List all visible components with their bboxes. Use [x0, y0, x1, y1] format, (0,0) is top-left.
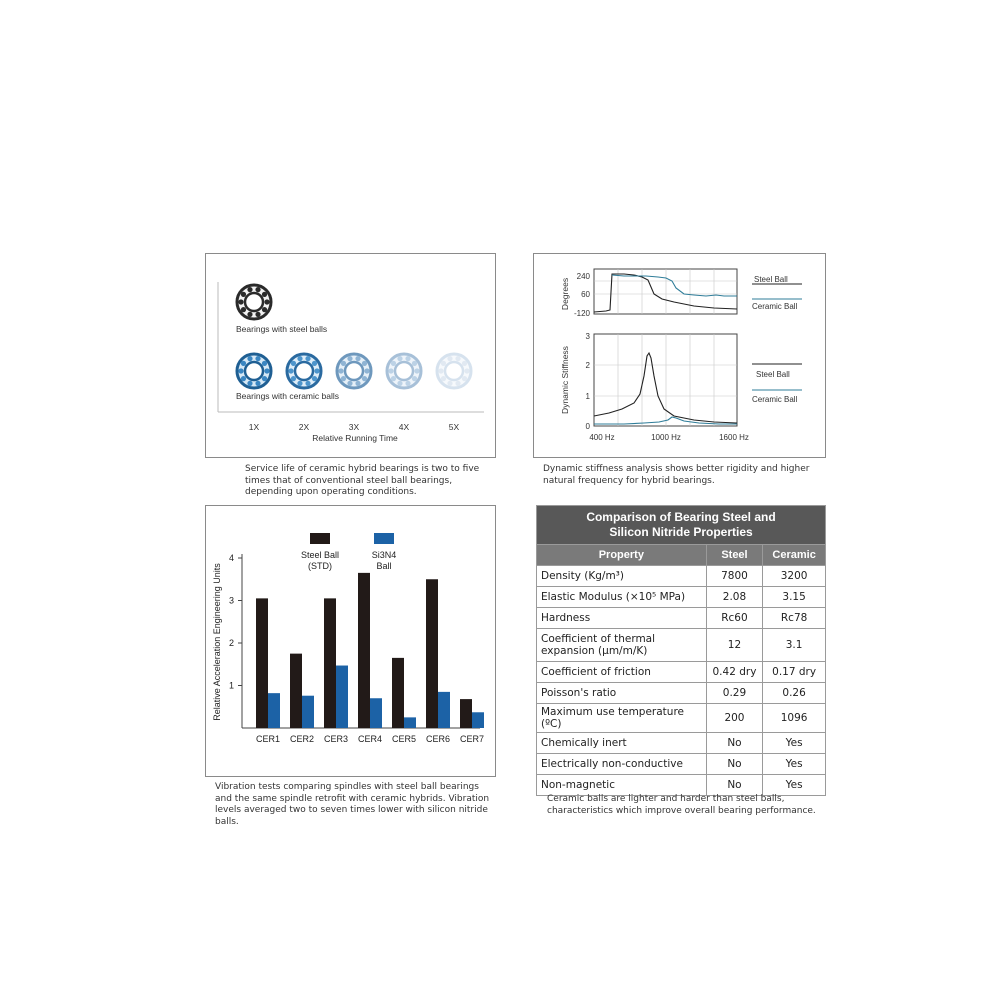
bottom-legend-ceramic: Ceramic Ball — [752, 395, 798, 404]
steel-bar-cer3 — [324, 598, 336, 728]
si3n4-bar-cer7 — [472, 712, 484, 728]
property-name: Chemically inert — [537, 733, 707, 754]
bottom-legend-steel: Steel Ball — [756, 370, 790, 379]
ceramic-bearing-icon — [287, 354, 321, 388]
steel-bar-cer7 — [460, 699, 472, 728]
table-row — [537, 733, 826, 754]
ceramic-value: 0.17 dry — [763, 662, 826, 683]
running-time-tick: 2X — [298, 422, 310, 432]
category-label-cer2: CER2 — [289, 734, 315, 744]
dynamic-stiffness-panel — [533, 253, 826, 458]
property-name: Maximum use temperature (ºC) — [537, 704, 707, 733]
table-title-line-2: Silicon Nitride Properties — [609, 525, 753, 539]
y-tick-label: 4 — [228, 553, 234, 563]
steel-bar-cer4 — [358, 573, 370, 728]
ceramic-value: 3.1 — [763, 629, 826, 662]
table-row — [537, 608, 826, 629]
bottom-ytick-3: 3 — [585, 332, 590, 341]
y-tick-label: 1 — [228, 680, 234, 691]
bottom-ylabel: Dynamic Stiffness — [560, 346, 570, 414]
y-tick-label: 2 — [228, 638, 234, 648]
ceramic-value: Rc78 — [763, 608, 826, 629]
category-label-cer6: CER6 — [425, 734, 451, 744]
ceramic-bearings-label: Bearings with ceramic balls — [236, 391, 339, 401]
header-ceramic: Ceramic — [763, 545, 826, 566]
steel-value: 200 — [706, 704, 763, 733]
bottom-ytick-0: 0 — [585, 422, 590, 431]
top-ytick-240: 240 — [576, 272, 590, 281]
header-steel: Steel — [706, 545, 763, 566]
header-property: Property — [537, 545, 707, 566]
top-legend-ceramic: Ceramic Ball — [752, 302, 798, 311]
steel-bar-cer2 — [290, 654, 302, 728]
table-row — [537, 683, 826, 704]
top-legend-steel: Steel Ball — [754, 275, 788, 284]
steel-value: 0.29 — [706, 683, 763, 704]
table-caption: Ceramic balls are lighter and harder than steel balls, characteristics which improve overall bearing performance. — [547, 794, 816, 816]
category-label-cer4: CER4 — [357, 734, 383, 744]
steel-bar-cer1 — [256, 598, 268, 728]
vibration-panel — [205, 505, 496, 777]
table-row — [537, 629, 826, 662]
category-label-cer7: CER7 — [459, 734, 485, 744]
legend-steel-sub: (STD) — [308, 561, 332, 571]
si3n4-bar-cer3 — [336, 666, 348, 728]
service-life-xlabel: Relative Running Time — [312, 433, 398, 443]
running-time-tick: 1X — [248, 422, 260, 432]
ceramic-value: 3.15 — [763, 587, 826, 608]
xtick-400: 400 Hz — [589, 433, 615, 442]
category-label-cer5: CER5 — [391, 734, 417, 744]
bottom-ytick-1: 1 — [585, 392, 590, 401]
property-name: Coefficient of thermal expansion (µm/m/K) — [537, 629, 707, 662]
ceramic-bearing-icon — [237, 354, 271, 388]
vibration-caption: Vibration tests comparing spindles with steel ball bearings and the same spindle retrofit with ceramic hybrids. Vibration levels averaged two to seven times lower with silicon nitride balls. — [215, 782, 490, 827]
ceramic-value: 0.26 — [763, 683, 826, 704]
top-ytick-minus120: -120 — [573, 309, 590, 318]
ceramic-value: 3200 — [763, 566, 826, 587]
dynamic-stiffness-figure — [534, 254, 825, 457]
category-label-cer3: CER3 — [323, 734, 349, 744]
property-name: Elastic Modulus (×10⁵ MPa) — [537, 587, 707, 608]
table-title-line-1: Comparison of Bearing Steel and — [586, 510, 776, 524]
steel-value: Rc60 — [706, 608, 763, 629]
running-time-tick: 4X — [398, 422, 410, 432]
table-title-row — [537, 506, 826, 545]
property-name: Hardness — [537, 608, 707, 629]
table-row — [537, 662, 826, 683]
steel-value: No — [706, 754, 763, 775]
steel-value: 12 — [706, 629, 763, 662]
steel-value: No — [706, 775, 763, 796]
si3n4-bar-cer6 — [438, 692, 450, 728]
legend-steel-swatch — [310, 533, 330, 544]
ceramic-bearing-icon — [337, 354, 371, 388]
table-header-row — [537, 545, 826, 566]
steel-bearings-label: Bearings with steel balls — [236, 324, 328, 334]
xtick-1000: 1000 Hz — [651, 433, 681, 442]
steel-value: 0.42 dry — [706, 662, 763, 683]
table-row — [537, 566, 826, 587]
y-axis-label: Relative Acceleration Engineering Units — [212, 563, 222, 721]
ceramic-bearing-icon — [437, 354, 471, 388]
si3n4-bar-cer1 — [268, 693, 280, 728]
y-tick-label: 3 — [228, 595, 234, 606]
category-label-cer1: CER1 — [255, 734, 281, 744]
table-row — [537, 775, 826, 796]
table-title — [537, 506, 826, 545]
dynamic-stiffness-caption: Dynamic stiffness analysis shows better rigidity and higher natural frequency for hybrid bearings. — [543, 464, 810, 486]
legend-steel-label: Steel Ball — [300, 550, 340, 560]
legend-si3n4-swatch — [374, 533, 394, 544]
xtick-1600: 1600 Hz — [719, 433, 749, 442]
service-life-figure — [206, 254, 495, 457]
vibration-bar-chart — [206, 506, 495, 776]
legend-si3n4-sub: Ball — [376, 561, 392, 571]
steel-value: 2.08 — [706, 587, 763, 608]
ceramic-value: Yes — [763, 754, 826, 775]
property-name: Electrically non-conductive — [537, 754, 707, 775]
steel-bar-cer6 — [426, 579, 438, 728]
si3n4-bar-cer2 — [302, 696, 314, 728]
property-name: Non-magnetic — [537, 775, 707, 796]
bottom-ytick-2: 2 — [585, 361, 590, 370]
si3n4-bar-cer5 — [404, 717, 416, 728]
running-time-tick: 5X — [448, 422, 460, 432]
table-row — [537, 754, 826, 775]
steel-bearing-icon — [237, 285, 271, 319]
top-ylabel: Degrees — [560, 277, 570, 311]
steel-value: No — [706, 733, 763, 754]
top-ytick-60: 60 — [581, 290, 590, 299]
property-name: Coefficient of friction — [537, 662, 707, 683]
steel-value: 7800 — [706, 566, 763, 587]
property-name: Density (Kg/m³) — [537, 566, 707, 587]
property-name: Poisson's ratio — [537, 683, 707, 704]
ceramic-value: Yes — [763, 775, 826, 796]
properties-table — [536, 505, 826, 796]
running-time-tick: 3X — [348, 422, 360, 432]
ceramic-value: 1096 — [763, 704, 826, 733]
ceramic-value: Yes — [763, 733, 826, 754]
si3n4-bar-cer4 — [370, 698, 382, 728]
service-life-panel — [205, 253, 496, 458]
table-row — [537, 704, 826, 733]
service-life-caption: Service life of ceramic hybrid bearings is two to five times that of conventional steel ball bearings, depending upon operating conditions. — [245, 464, 480, 497]
steel-bar-cer5 — [392, 658, 404, 728]
ceramic-bearing-icon — [387, 354, 421, 388]
legend-si3n4-label: Si3N4 — [371, 550, 397, 560]
table-row — [537, 587, 826, 608]
